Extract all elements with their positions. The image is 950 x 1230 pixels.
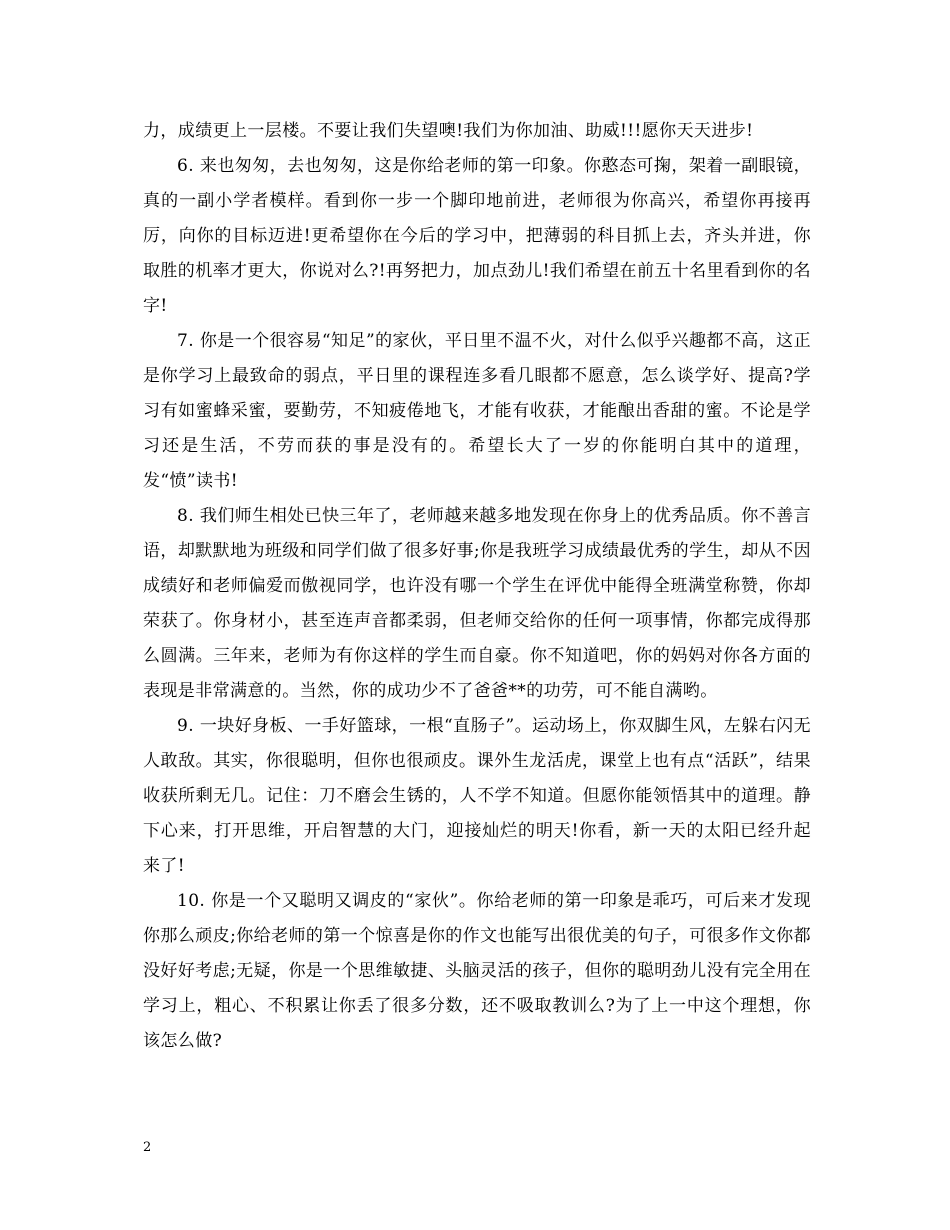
- paragraph-continuation: 力，成绩更上一层楼。不要让我们失望噢!我们为你加油、助威!!!愿你天天进步!: [143, 121, 754, 141]
- document-body: [143, 114, 811, 1059]
- page-number: 2: [143, 1140, 152, 1155]
- paragraph-comment-7: 7. 你是一个很容易“知足”的家伙，平日里不温不火，对什么似乎兴趣都不高，这正是你学习上最致命的弱点，平日里的课程连多看几眼都不愿意，怎么谈学好、提高?学习有如蜜蜂采蜜，要勤劳，不知疲倦地飞，才能有收获，才能酿出香甜的蜜。不论是学习还是生活，不劳而获的事是没有的。希望长大了一岁的你能明白其中的道理，发“愤”读书!: [143, 331, 811, 491]
- paragraph-comment-9: 9. 一块好身板、一手好篮球，一根“直肠子”。运动场上，你双脚生风，左躲右闪无人敢敌。其实，你很聪明，但你也很顽皮。课外生龙活虎，课堂上也有点“活跃”，结果收获所剩无几。记住：刀不磨会生锈的，人不学不知道。但愿你能领悟其中的道理。静下心来，打开思维，开启智慧的大门，迎接灿烂的明天!你看，新一天的太阳已经升起来了!: [143, 716, 811, 876]
- paragraph-comment-10: 10. 你是一个又聪明又调皮的“家伙”。你给老师的第一印象是乖巧，可后来才发现你那么顽皮;你给老师的第一个惊喜是你的作文也能写出很优美的句子，可很多作文你都没好好考虑;无疑，你是一个思维敏捷、头脑灵活的孩子，但你的聪明劲儿没有完全用在学习上，粗心、不积累让你丢了很多分数，还不吸取教训么?为了上一中这个理想，你该怎么做?: [143, 891, 811, 1051]
- paragraph-comment-6: 6. 来也匆匆，去也匆匆，这是你给老师的第一印象。你憨态可掬，架着一副眼镜，真的一副小学者模样。看到你一步一个脚印地前进，老师很为你高兴，希望你再接再厉，向你的目标迈进!更希望你在今后的学习中，把薄弱的科目抓上去，齐头并进，你取胜的机率才更大，你说对么?!再努把力，加点劲儿!我们希望在前五十名里看到你的名字!: [143, 156, 811, 316]
- paragraph-comment-8: 8. 我们师生相处已快三年了，老师越来越多地发现在你身上的优秀品质。你不善言语，却默默地为班级和同学们做了很多好事;你是我班学习成绩最优秀的学生，却从不因成绩好和老师偏爱而傲视同学，也许没有哪一个学生在评优中能得全班满堂称赞，你却荣获了。你身材小，甚至连声音都柔弱，但老师交给你的任何一项事情，你都完成得那么圆满。三年来，老师为有你这样的学生而自豪。你不知道吧，你的妈妈对你各方面的表现是非常满意的。当然，你的成功少不了爸爸**的功劳，可不能自满哟。: [143, 506, 811, 701]
